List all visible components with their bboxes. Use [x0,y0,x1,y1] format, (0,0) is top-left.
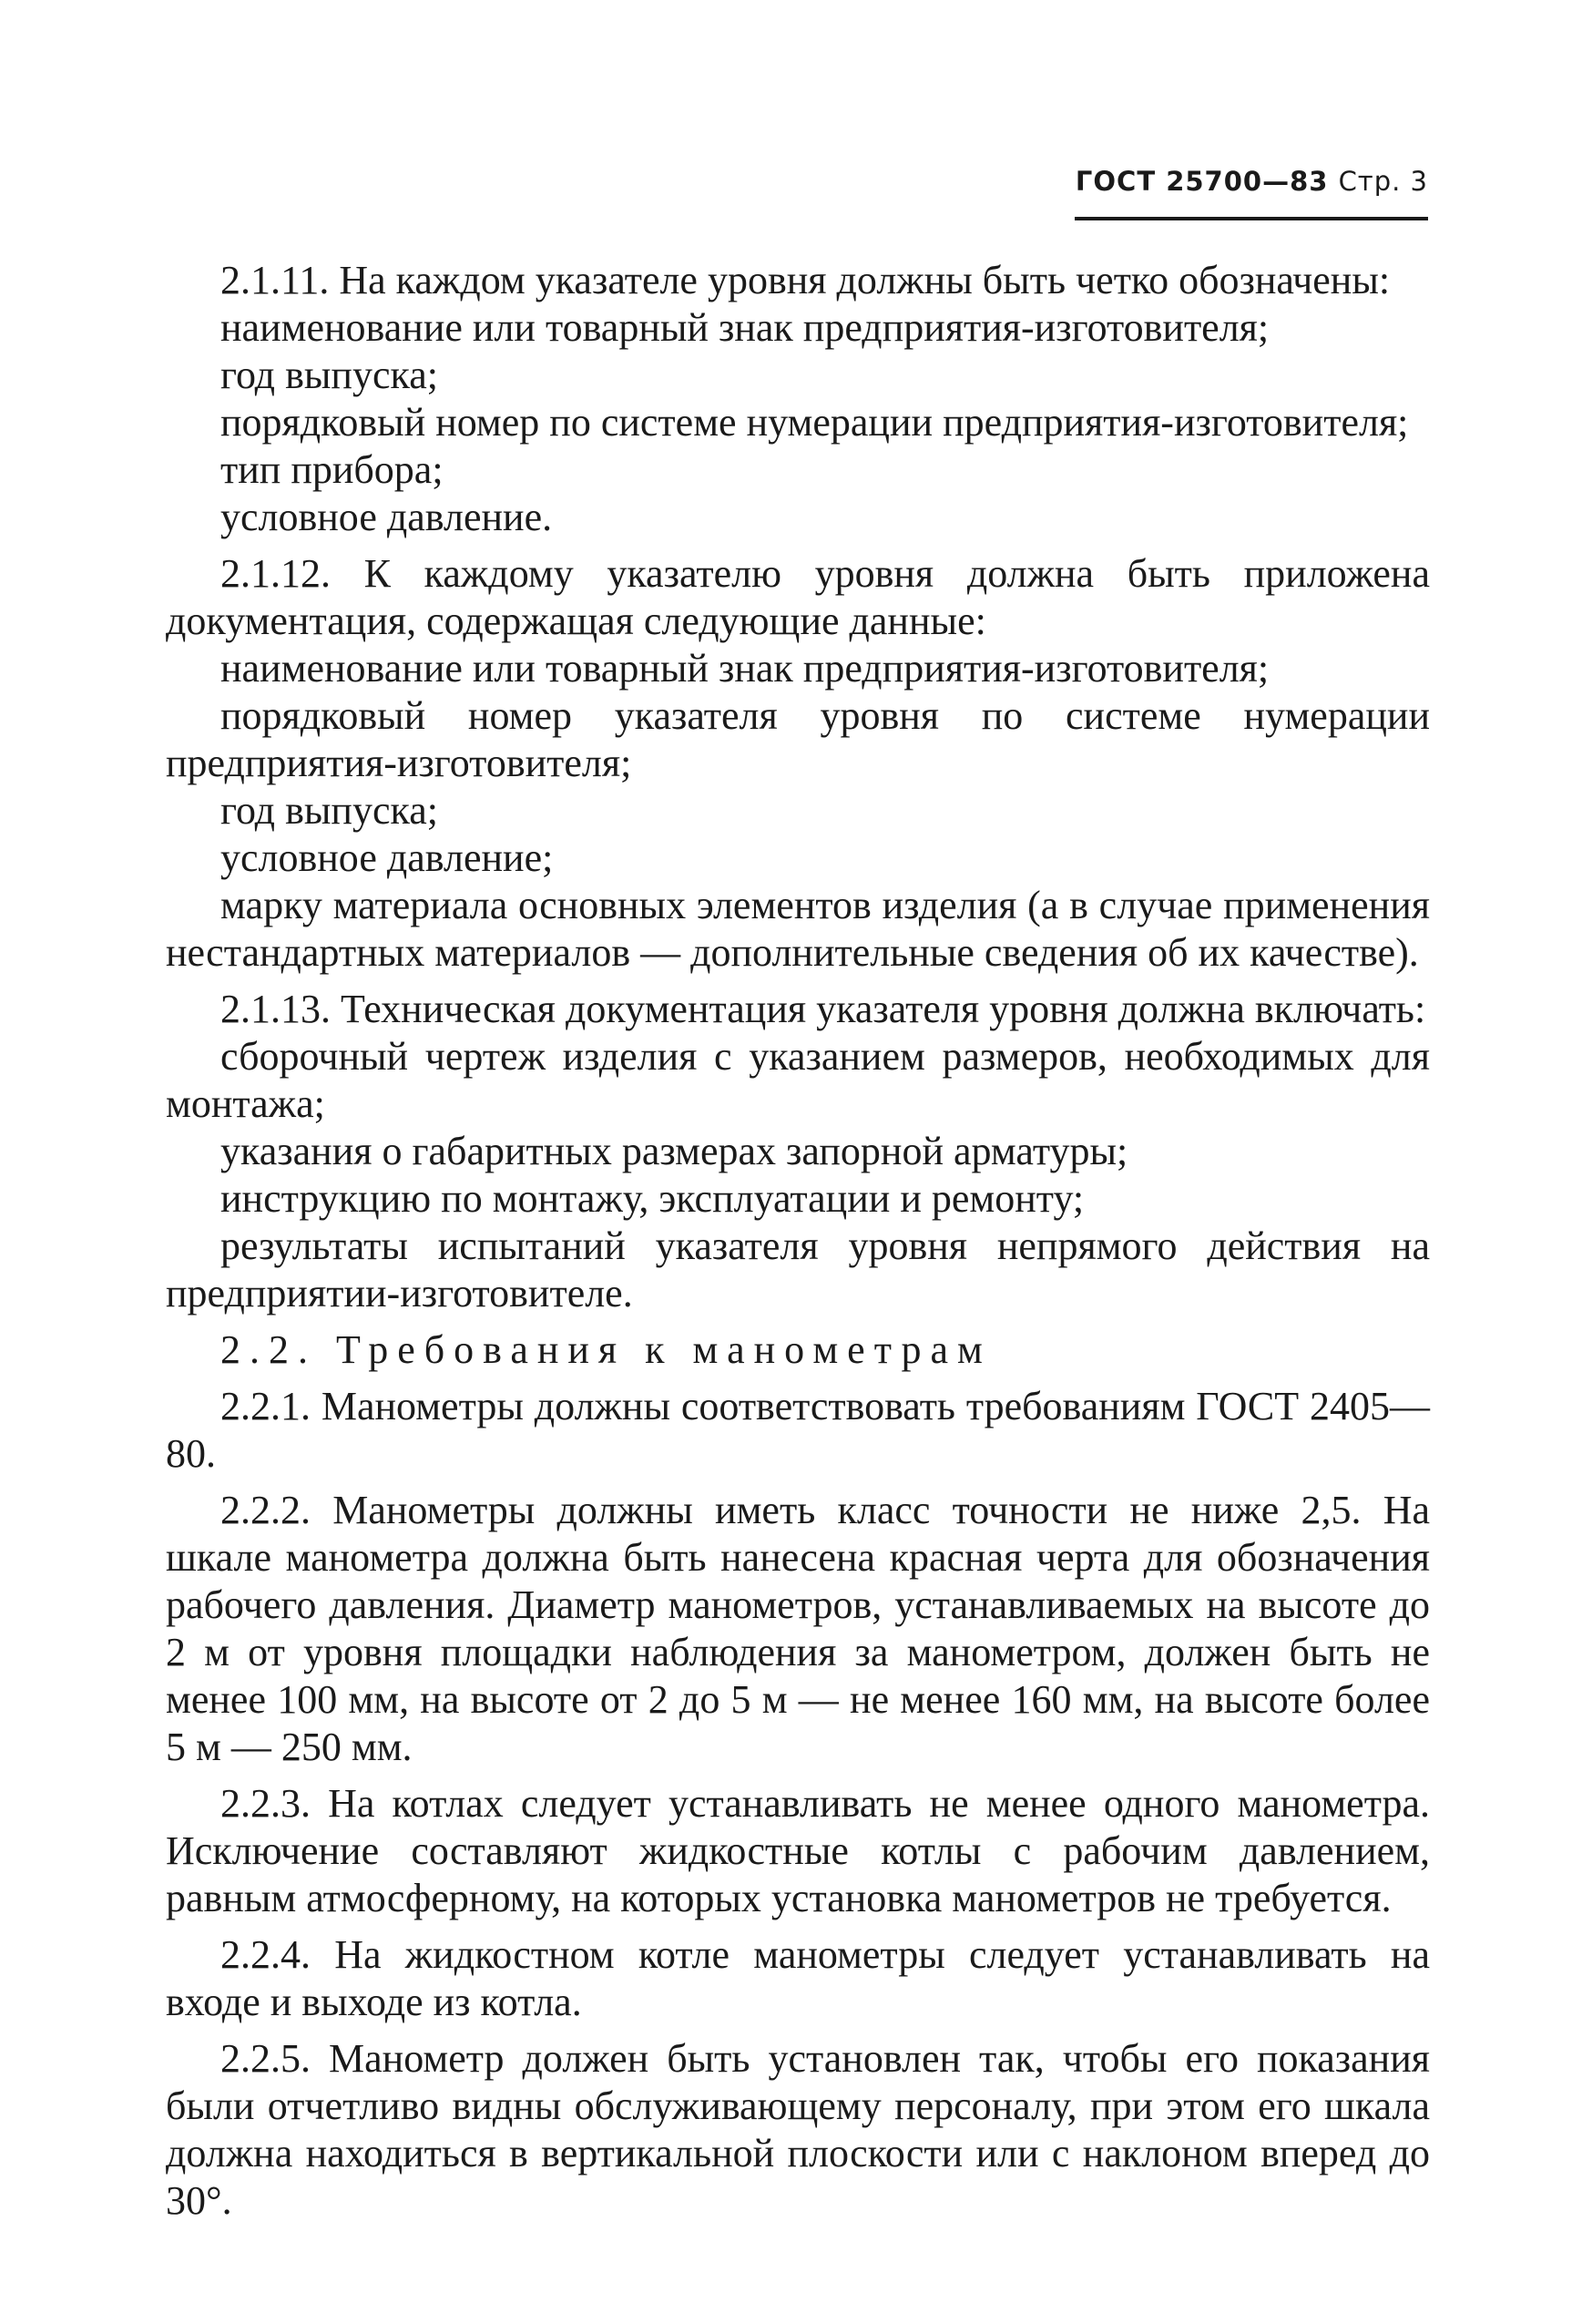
list-item: тип прибора; [220,447,444,492]
clause-paragraph: 2.1.13. Техническая документация указателя уровня должна включать: [220,987,1426,1031]
list-item: условное давление; [220,835,554,880]
list-item: наименование или товарный знак предприятия-изготовителя; [220,305,1270,350]
clause-paragraph: 2.1.11. На каждом указателе уровня должны быть четко обозначены: [220,258,1391,302]
list-item: сборочный чертеж изделия с указанием размеров, необходимых для монтажа; [166,1034,1430,1126]
list-item: наименование или товарный знак предприятия-изготовителя; [220,646,1270,691]
clause-paragraph: 2.2.1. Манометры должны соответствовать требованиям ГОСТ 2405—80. [166,1384,1430,1476]
clause-paragraph: 2.2.4. На жидкостном котле манометры следует устанавливать на входе и выходе из котла. [166,1932,1430,2024]
document-body [166,257,1430,2225]
list-item: порядковый номер указателя уровня по системе нумерации предприятия-изготовителя; [166,693,1430,785]
standard-number: ГОСТ 25700—83 [1075,166,1329,197]
list-item: год выпуска; [220,353,438,397]
clause-paragraph: 2.1.12. К каждому указателю уровня должна быть приложена документация, содержащая следующие данные: [166,551,1430,643]
page-header [1075,166,1428,220]
list-item: марку материала основных элементов изделия (а в случае применения нестандартных материалов — дополнительные сведения об их качестве). [166,883,1430,975]
list-item: год выпуска; [220,788,438,833]
list-item: порядковый номер по системе нумерации предприятия-изготовителя; [220,400,1409,445]
clause-paragraph: 2.2.5. Манометр должен быть установлен так, чтобы его показания были отчетливо видны обслуживающему персоналу, при этом его шкала должна находиться в вертикальной плоскости или с наклоном вперед до 30°. [166,2036,1430,2223]
section-heading: 2.2. Требования к манометрам [220,1327,992,1372]
list-item: результаты испытаний указателя уровня непрямого действия на предприятии-изготовителе. [166,1223,1430,1316]
clause-paragraph: 2.2.2. Манометры должны иметь класс точности не ниже 2,5. На шкале манометра должна быть нанесена красная черта для обозначения рабочего давления. Диаметр манометров, устанавливаемых на высоте до 2 м от уровня площадки наблюдения за манометром, должен быть не менее 100 мм, на высоте от 2 до 5 м — не менее 160 мм, на высоте более 5 м — 250 мм. [166,1488,1430,1769]
list-item: инструкцию по монтажу, эксплуатации и ремонту; [220,1176,1085,1221]
clause-paragraph: 2.2.3. На котлах следует устанавливать не менее одного манометра. Исключение составляют жидкостные котлы с рабочим давлением, равным атмосферному, на которых установка манометров не требуется. [166,1781,1430,1920]
list-item: указания о габаритных размерах запорной арматуры; [220,1129,1128,1173]
page-number: Стр. 3 [1338,166,1428,197]
list-item: условное давление. [220,495,553,539]
